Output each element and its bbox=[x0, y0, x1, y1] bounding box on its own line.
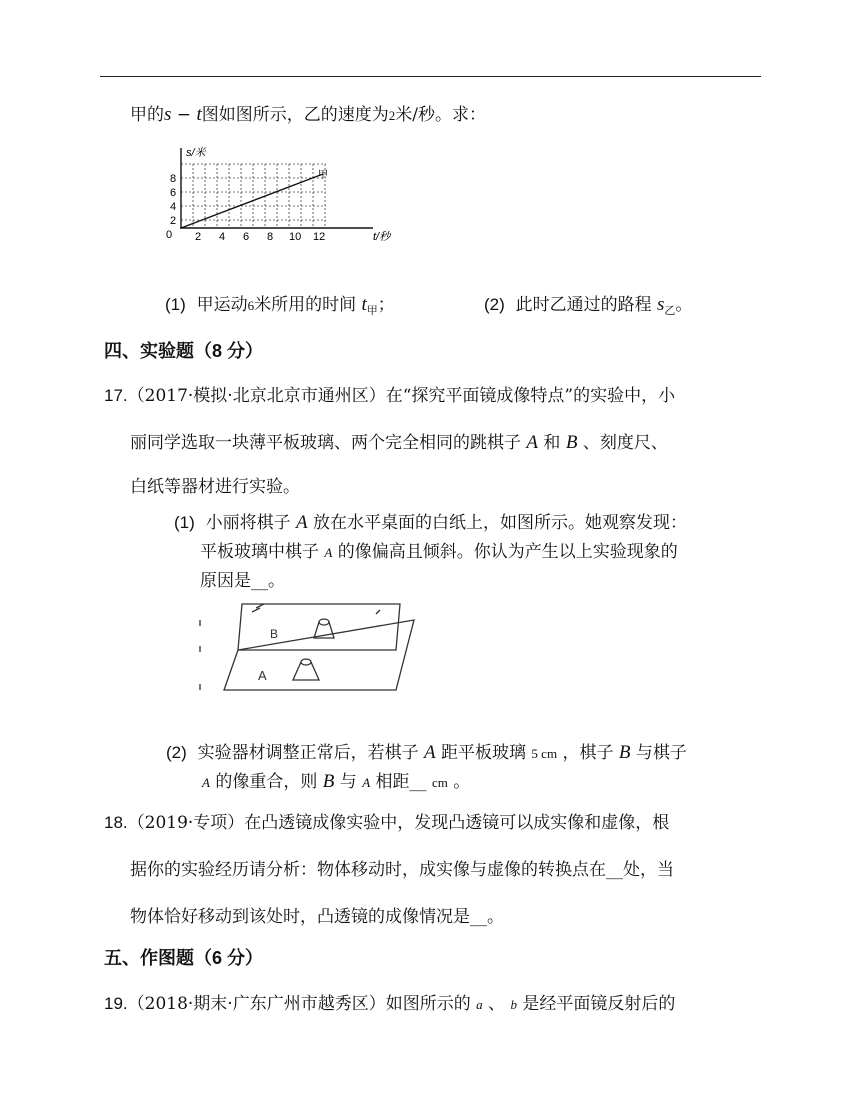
speed-unit: 米/秒。求： bbox=[395, 105, 486, 125]
q17-part1-line2 bbox=[200, 541, 678, 564]
intro-text: 甲的 bbox=[130, 105, 164, 125]
y-tick-label: 4 bbox=[170, 201, 177, 213]
label-b: B bbox=[270, 627, 279, 641]
x-tick-label: 10 bbox=[289, 231, 302, 243]
q18-line3: 物体恰好移动到该处时，凸透镜的成像情况是__。 bbox=[130, 907, 504, 927]
question-text: 是经平面镜反射后的 bbox=[522, 994, 676, 1014]
glass-glint bbox=[252, 608, 260, 612]
q17-part2-line1 bbox=[166, 742, 687, 765]
var-subscript: 乙 bbox=[664, 304, 676, 317]
part-text: 小丽将棋子 bbox=[205, 513, 291, 533]
distance-value: 6 bbox=[247, 298, 255, 313]
mirror-figure bbox=[196, 600, 422, 696]
series-label: 甲 bbox=[318, 170, 328, 181]
part-text: 的像偏高且倾斜。你认为产生以上实验现象的 bbox=[337, 542, 678, 562]
part-text: 与 bbox=[339, 772, 357, 792]
x-tick-label: 12 bbox=[313, 231, 326, 243]
q19-line1 bbox=[104, 993, 675, 1016]
formula-t: t bbox=[196, 104, 202, 125]
x-tick-label: 8 bbox=[267, 231, 274, 243]
q16-part2 bbox=[484, 294, 692, 322]
header-rule bbox=[100, 76, 761, 77]
piece-a-top bbox=[301, 659, 311, 665]
var-B: B bbox=[565, 432, 578, 453]
formula-minus: − bbox=[171, 105, 197, 125]
q18-line1 bbox=[104, 812, 669, 834]
section-title: 四、实验题（8 分） bbox=[104, 341, 264, 361]
part-number: (1) bbox=[174, 513, 195, 532]
y-axis-label: s/米 bbox=[186, 147, 206, 159]
part-text: 。 bbox=[453, 772, 471, 792]
var-b: b bbox=[510, 997, 517, 1012]
var-A: A bbox=[362, 775, 371, 790]
var-A: A bbox=[202, 775, 210, 790]
part-text: 实验器材调整正常后，若棋子 bbox=[197, 743, 419, 763]
var-B: B bbox=[322, 771, 335, 792]
question-number: 19. bbox=[104, 994, 128, 1013]
graph-grid bbox=[181, 164, 326, 227]
y-tick-label: 2 bbox=[170, 215, 177, 227]
intro-text: 图如图所示，乙的速度为 bbox=[201, 105, 389, 125]
glass-glint bbox=[376, 610, 380, 614]
part-number: (2) bbox=[166, 743, 187, 762]
x-tick-label: 4 bbox=[219, 231, 226, 243]
question-text: （2017·模拟·北京北京市通州区）在“探究平面镜成像特点”的实验中，小 bbox=[127, 386, 676, 406]
intro-line bbox=[130, 104, 486, 127]
part-text: 相距__ bbox=[375, 772, 427, 792]
unit-cm: cm bbox=[431, 775, 448, 790]
part-number: (2) bbox=[484, 295, 505, 314]
st-graph bbox=[158, 142, 408, 250]
question-number: 17. bbox=[104, 386, 128, 405]
formula-s: s bbox=[164, 104, 172, 125]
q17-line3: 白纸等器材进行实验。 bbox=[130, 477, 300, 497]
x-axis-label: t/秒 bbox=[373, 231, 391, 243]
var-B: B bbox=[618, 742, 631, 763]
question-number: 18. bbox=[104, 813, 128, 832]
question-text: （2018·期末·广东广州市越秀区）如图所示的 bbox=[127, 994, 471, 1014]
origin-label: 0 bbox=[166, 229, 173, 241]
var-A: A bbox=[526, 432, 539, 453]
speed-value: 2 bbox=[388, 108, 396, 123]
var-subscript: 甲 bbox=[366, 304, 378, 317]
piece-b-top bbox=[319, 619, 329, 625]
part-text: 与棋子 bbox=[635, 743, 687, 763]
question-text: 和 bbox=[543, 433, 561, 453]
var-A: A bbox=[324, 545, 333, 560]
x-tick-label: 2 bbox=[195, 231, 202, 243]
part-text: 平板玻璃中棋子 bbox=[200, 542, 319, 562]
q17-part1-line3: 原因是__。 bbox=[200, 571, 285, 591]
var-A: A bbox=[424, 742, 436, 763]
part-text: 放在水平桌面的白纸上，如图所示。她观察发现： bbox=[313, 513, 688, 533]
part-text: 此时乙通过的路程 bbox=[515, 295, 652, 315]
part-text: 米所用的时间 bbox=[254, 295, 357, 315]
part-text: 甲运动 bbox=[196, 295, 248, 315]
question-text: 、刻度尺、 bbox=[582, 433, 668, 453]
var-t: t bbox=[361, 294, 367, 315]
distance-value: 5 cm bbox=[531, 746, 558, 761]
part-text: ； bbox=[377, 295, 395, 315]
part-text: 。 bbox=[675, 295, 693, 315]
question-text: 丽同学选取一块薄平板玻璃、两个完全相同的跳棋子 bbox=[130, 433, 521, 453]
question-text: 、 bbox=[488, 994, 506, 1014]
section-title: 五、作图题（6 分） bbox=[104, 948, 264, 968]
q17-part1-line1 bbox=[174, 512, 687, 534]
x-tick-label: 6 bbox=[243, 231, 250, 243]
q17-line1 bbox=[104, 385, 675, 407]
var-a: a bbox=[476, 997, 483, 1012]
question-text: （2019·专项）在凸透镜成像实验中，发现凸透镜可以成实像和虚像，根 bbox=[127, 813, 670, 833]
part-number: (1) bbox=[165, 295, 186, 314]
q18-line2: 据你的实验经历请分析：物体移动时，成实像与虚像的转换点在__处，当 bbox=[130, 860, 674, 880]
y-tick-label: 8 bbox=[170, 173, 177, 185]
y-tick-label: 6 bbox=[170, 187, 177, 199]
part-text: 的像重合，则 bbox=[215, 772, 318, 792]
label-a: A bbox=[258, 668, 267, 683]
var-s: s bbox=[657, 294, 665, 315]
q17-part2-line2 bbox=[202, 771, 470, 794]
var-A: A bbox=[296, 512, 308, 533]
q16-part1 bbox=[165, 294, 395, 322]
part-text: 距平板玻璃 bbox=[441, 743, 527, 763]
part-text: ，棋子 bbox=[562, 743, 614, 763]
q17-line2 bbox=[130, 432, 668, 454]
